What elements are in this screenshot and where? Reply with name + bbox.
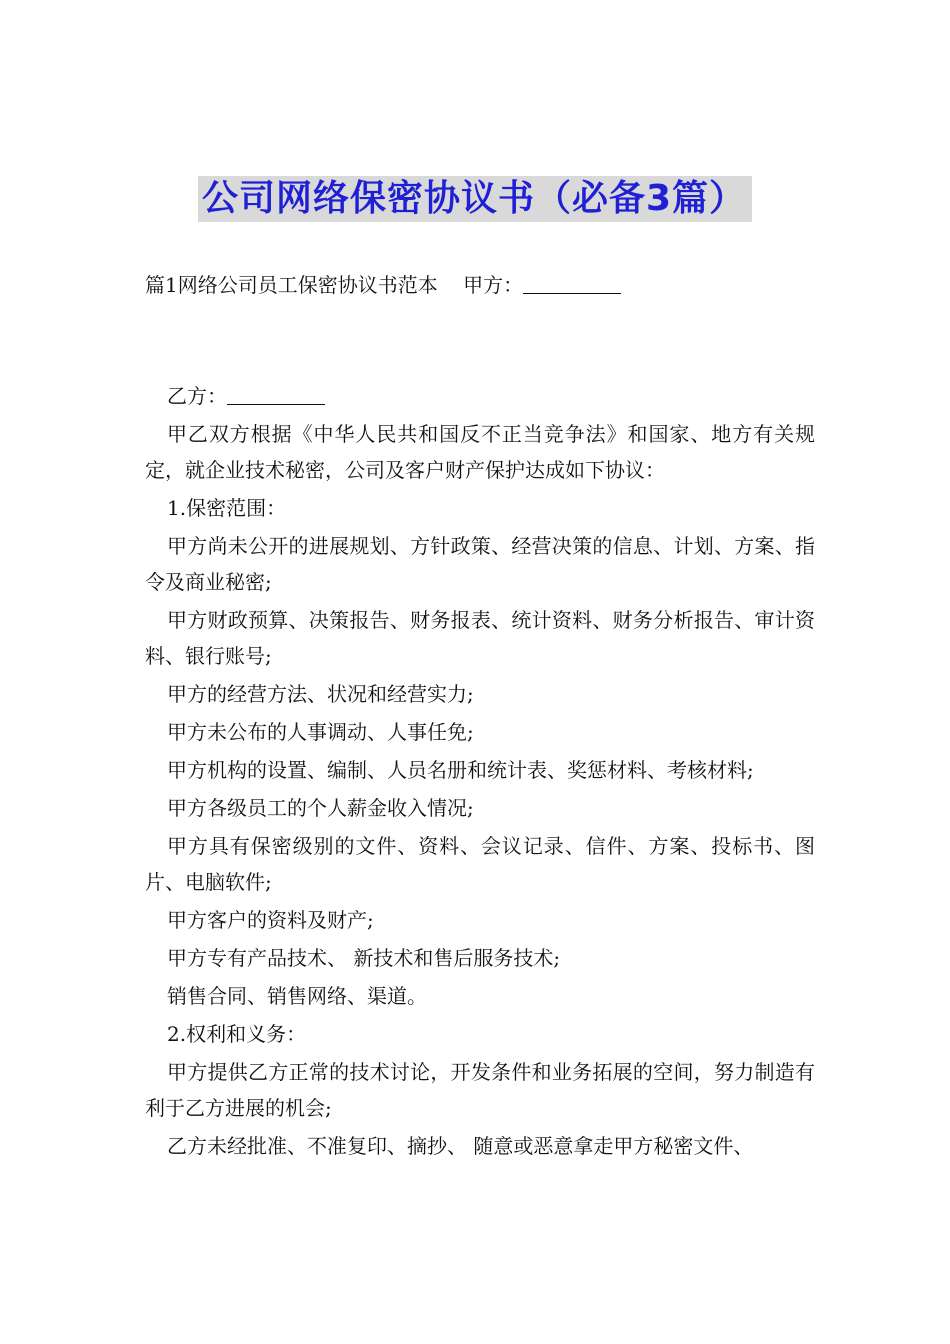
paragraph: 甲乙双方根据《中华人民共和国反不正当竞争法》和国家、地方有关规定，就企业技术秘密，公司及客户财产保护达成如下协议： [145,422,815,482]
document-title: 公司网络保密协议书（必备3篇） [198,176,752,222]
paragraph: 甲方尚未公开的进展规划、方针政策、经营决策的信息、计划、方案、指令及商业秘密; [145,534,815,594]
section-header-scope: 1.保密范围： [167,496,287,520]
paragraph: 销售合同、销售网络、渠道。 [167,984,427,1008]
paragraph: 甲方财政预算、决策报告、财务报表、统计资料、财务分析报告、审计资料、银行账号; [145,608,815,668]
paragraph: 甲方未公布的人事调动、人事任免; [167,720,474,744]
party-b-blank-line [227,384,325,405]
party-b-line [145,378,815,414]
paragraph: 甲方专有产品技术、 新技术和售后服务技术; [167,946,561,970]
paragraph: 甲方机构的设置、编制、人员名册和统计表、奖惩材料、考核材料; [167,758,754,782]
section-heading [145,270,621,300]
party-b-label: 乙方： [167,384,227,408]
document-body [145,378,815,1166]
party-a-blank-line [523,273,621,294]
paragraph: 甲方具有保密级别的文件、资料、会议记录、信件、方案、投标书、图片、电脑软件; [145,834,815,894]
paragraph: 乙方未经批准、不准复印、摘抄、 随意或恶意拿走甲方秘密文件、 [167,1134,754,1158]
title-container [0,176,950,222]
paragraph: 甲方客户的资料及财产; [167,908,374,932]
paragraph: 甲方提供乙方正常的技术讨论，开发条件和业务拓展的空间，努力制造有利于乙方进展的机会; [145,1060,815,1120]
section-header-rights: 2.权利和义务： [167,1022,307,1046]
section-heading-text: 篇1网络公司员工保密协议书范本 甲方： [145,273,524,297]
paragraph: 甲方的经营方法、状况和经营实力; [167,682,474,706]
paragraph: 甲方各级员工的个人薪金收入情况; [167,796,474,820]
